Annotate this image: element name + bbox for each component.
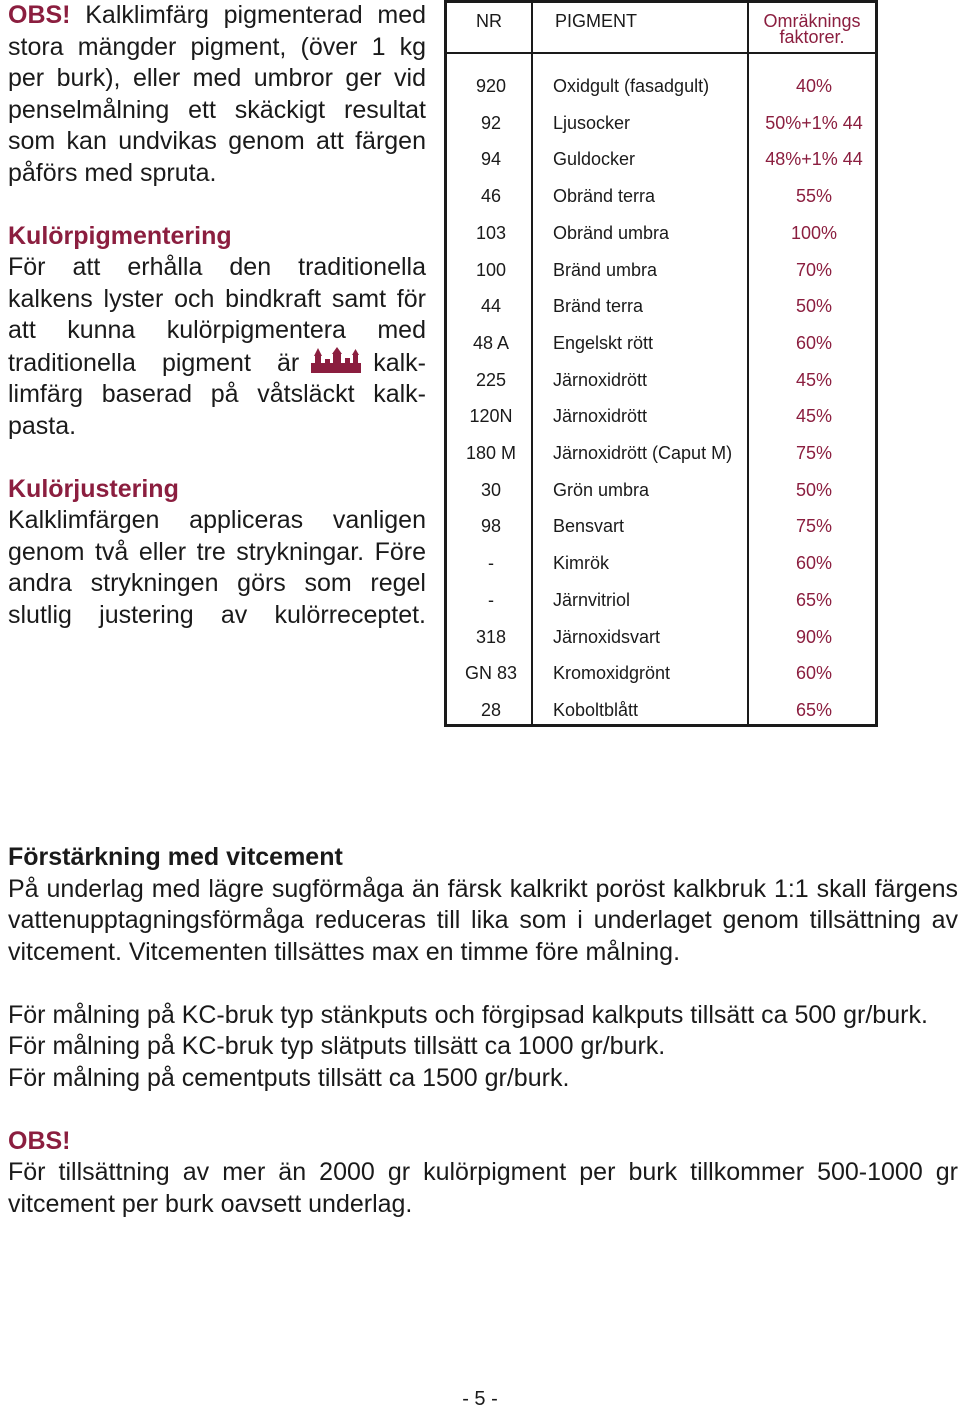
row-nr: GN 83 [464, 663, 518, 684]
row-factor: 60% [795, 553, 833, 574]
table-row [447, 69, 875, 106]
row-nr: 318 [475, 626, 507, 647]
row-pigment: Järnoxidsvart [553, 626, 661, 647]
row-pigment: Engelskt rött [553, 332, 654, 353]
row-factor: 65% [795, 589, 833, 610]
row-factor: 40% [795, 76, 833, 96]
kulorjustering-heading: Kulörjustering [8, 474, 179, 503]
left-column [8, 0, 426, 631]
row-nr: 92 [480, 112, 502, 133]
row-nr: 120N [469, 406, 513, 427]
table-row [447, 473, 875, 510]
row-factor: 50% [795, 479, 833, 500]
row-pigment: Järnoxidrött [553, 406, 648, 427]
row-factor: 60% [795, 332, 833, 353]
row-factor: 100% [790, 222, 838, 243]
row-pigment: Kimrök [553, 553, 610, 574]
row-factor: 48%+1% 44 [765, 149, 863, 170]
row-factor: 75% [795, 516, 833, 537]
row-pigment: Obränd terra [553, 186, 656, 207]
row-factor: 70% [795, 259, 833, 280]
row-nr: 28 [480, 699, 502, 720]
row-factor: 50% [795, 296, 833, 317]
table-row [447, 363, 875, 400]
kulorpigmentering-paragraph [8, 252, 426, 442]
pigment-table [444, 0, 878, 727]
row-pigment: Järnvitriol [553, 589, 631, 610]
row-nr: 30 [480, 479, 502, 500]
usage-line-1: För målning på KC-bruk typ stänkputs och förgipsad kalkputs tillsätt ca 500 gr/burk. [8, 1000, 928, 1029]
table-row [447, 326, 875, 363]
bottom-obs-label: OBS! [8, 1126, 71, 1155]
row-nr: 48 A [472, 332, 510, 353]
obs-text: Kalklimfärg pigmenterad med stora mängder pigment, (över 1 kg per burk), eller med umbror ger vid penselmålning ett skäckigt resultat som kan undvikas genom att färgen påförs med spruta. [8, 1, 426, 187]
row-nr: 94 [480, 149, 502, 170]
row-nr: 103 [475, 222, 507, 243]
row-factor: 55% [795, 186, 833, 207]
table-row [447, 436, 875, 473]
row-pigment: Kromoxidgrönt [553, 663, 671, 684]
page-number: - 5 - [462, 1388, 498, 1410]
row-pigment: Bränd umbra [553, 259, 658, 280]
table-row [447, 583, 875, 620]
row-pigment: Järnoxidrött [553, 369, 648, 390]
table-row [447, 656, 875, 693]
row-nr: 98 [480, 516, 502, 537]
castle-logo-icon [309, 347, 363, 375]
row-nr: 225 [475, 369, 507, 390]
row-pigment: Koboltblått [553, 699, 639, 720]
row-nr: 920 [475, 76, 507, 96]
table-row [447, 620, 875, 657]
row-factor: 50%+1% 44 [765, 112, 863, 133]
table-row [447, 399, 875, 436]
row-factor: 75% [795, 443, 833, 463]
row-pigment: Grön umbra [553, 479, 650, 500]
kulorjustering-paragraph: Kalklimfärgen appliceras vanligen genom två eller tre strykningar. Före andra strykningen görs som regel slutlig justering av kulörreceptet. [8, 506, 426, 629]
table-row [447, 289, 875, 326]
obs-paragraph [8, 0, 426, 189]
header-factor: Omräknings faktorer. [763, 11, 861, 47]
obs-label: OBS! [8, 1, 71, 29]
row-pigment: Ljusocker [553, 112, 631, 133]
row-nr: 180 M [465, 443, 517, 463]
kulorpigmentering-heading: Kulörpigmentering [8, 221, 232, 250]
row-factor: 45% [795, 369, 833, 390]
bottom-section [8, 842, 958, 1220]
header-pigment: PIGMENT [555, 11, 638, 31]
bottom-obs-text: För tillsättning av mer än 2000 gr kulörpigment per burk tillkommer 500-1000 gr vitcement per burk oavsett underlag. [8, 1158, 958, 1218]
row-factor: 90% [795, 626, 833, 647]
table-row [447, 216, 875, 253]
row-nr: 46 [480, 186, 502, 207]
table-row [447, 106, 875, 143]
row-pigment: Obränd umbra [553, 222, 670, 243]
kulor-text-a: För att erhålla den traditionella kalkens lyster och bindkraft samt för att kunna kulörpigmentera med traditionella pigment är [8, 253, 426, 377]
table-row [447, 509, 875, 546]
table-row [447, 693, 875, 730]
kulor-text-b: kalk-limfärg baserad på våtsläckt kalk-pasta. [8, 348, 426, 440]
table-row [447, 253, 875, 290]
row-pigment: Guldocker [553, 149, 636, 170]
row-nr: - [488, 589, 494, 610]
header-nr: NR [476, 11, 502, 31]
table-row [447, 142, 875, 179]
table-row [447, 179, 875, 216]
usage-line-3: För målning på cementputs tillsätt ca 1500 gr/burk. [8, 1063, 570, 1092]
row-nr: - [488, 553, 494, 574]
table-row [447, 546, 875, 583]
row-factor: 60% [795, 663, 833, 684]
usage-line-2: För målning på KC-bruk typ slätputs tillsätt ca 1000 gr/burk. [8, 1032, 666, 1060]
vitcement-heading: Förstärkning med vitcement [8, 843, 343, 871]
row-factor: 45% [795, 406, 833, 427]
row-pigment: Bensvart [553, 516, 625, 537]
row-nr: 44 [480, 296, 502, 317]
vitcement-paragraph: På underlag med lägre sugförmåga än färsk kalkrikt poröst kalkbruk 1:1 skall färgens vattenupptagningsförmåga reduceras till lika som i underlaget genom tillsättning av vitcement. Vitcementen tillsättes max en timme före målning. [8, 874, 958, 966]
row-factor: 65% [795, 699, 833, 720]
row-pigment: Oxidgult (fasadgult) [553, 76, 710, 96]
row-pigment: Bränd terra [553, 296, 644, 317]
row-nr: 100 [475, 259, 507, 280]
row-pigment: Järnoxidrött (Caput M) [553, 443, 733, 463]
